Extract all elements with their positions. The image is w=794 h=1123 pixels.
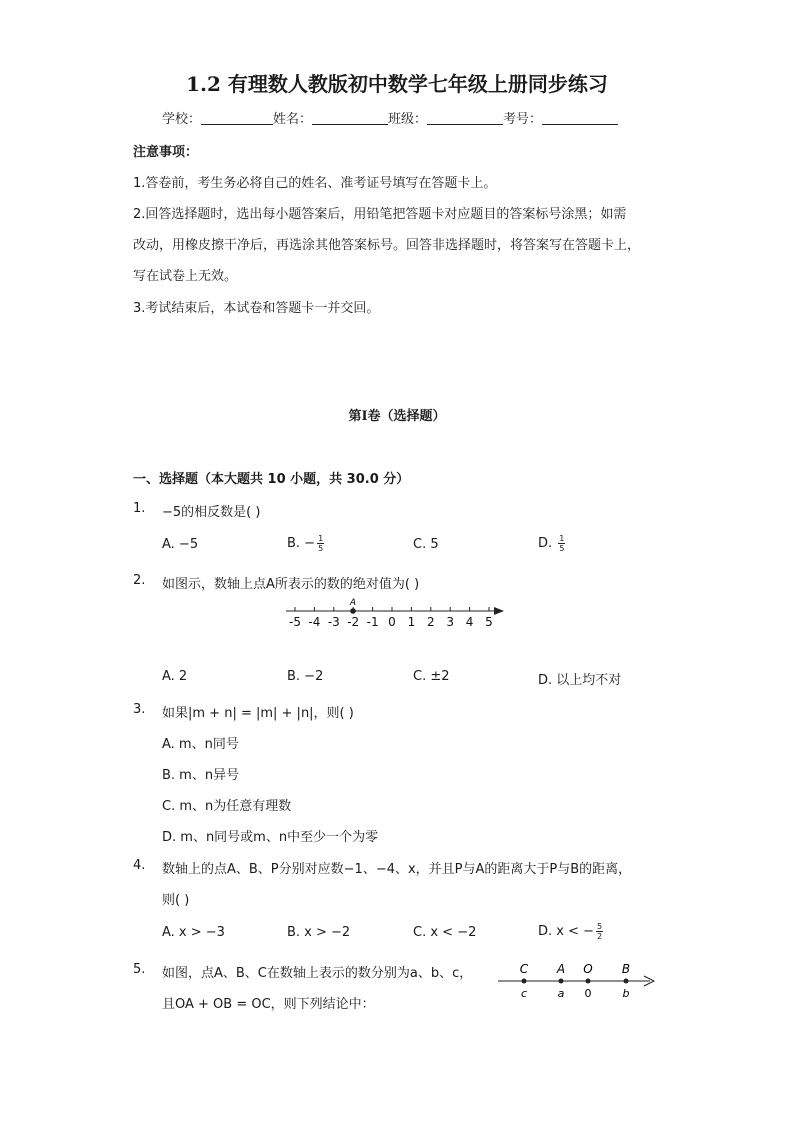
q3-option-a: A. m、n同号	[162, 737, 239, 752]
part-heading: 一、选择题（本大题共 10 小题，共 30.0 分）	[133, 472, 410, 487]
q1-option-a: A. −5	[162, 537, 199, 552]
q1-option-d: D. $\frac{1}{5}$	[538, 534, 565, 553]
q2-option-c: C. ±2	[413, 669, 450, 684]
q1-d-fraction: $\frac{1}{5}$	[559, 534, 565, 553]
page-title: 1.2 有理数人教版初中数学七年级上册同步练习	[186, 72, 608, 96]
q5-point-label: B	[621, 962, 631, 976]
blank-id	[542, 112, 618, 125]
q5-point	[586, 979, 591, 984]
q2-point-a-label: A	[349, 598, 357, 608]
q3-number: 3.	[133, 702, 146, 717]
q2-tick-label: 0	[388, 615, 396, 629]
q2-tick-label: 4	[465, 615, 474, 629]
q2-tick-label: -5	[289, 615, 301, 629]
notice-item-2-end: 写在试卷上无效。	[133, 269, 238, 284]
q5-point	[522, 979, 527, 984]
q2-tick-label: 1	[407, 615, 416, 629]
q4-option-c: C. x < −2	[413, 925, 477, 940]
info-label-school: 学校：	[162, 112, 202, 127]
notice-item-3: 3.考试结束后，本试卷和答题卡一并交回。	[133, 301, 380, 316]
blank-class	[427, 112, 503, 125]
notice-heading: 注意事项：	[133, 145, 199, 160]
section-title: 第I卷（选择题）	[348, 409, 446, 424]
q5-point-label: C	[519, 962, 529, 976]
q2-stem: 如图示，数轴上点A所表示的数的绝对值为( )	[162, 577, 420, 592]
q5-point	[559, 979, 564, 984]
q3-option-b: B. m、n异号	[162, 768, 240, 783]
q3-stem: 如果|m + n| = |m| + |n|，则( )	[162, 706, 354, 721]
q2-tick-label: -3	[327, 615, 340, 629]
info-label-class: 班级：	[388, 112, 428, 127]
q1-stem: −5的相反数是( )	[162, 505, 261, 520]
student-info-line	[162, 108, 618, 127]
q4-number: 4.	[133, 858, 146, 873]
notice-item-1: 1.答卷前，考生务必将自己的姓名、准考证号填写在答题卡上。	[133, 176, 497, 191]
q3-option-d: D. m、n同号或m、n中至少一个为零	[162, 830, 379, 845]
q2-option-a: A. 2	[162, 669, 188, 684]
q4-stem-line2: 则( )	[162, 893, 190, 908]
q5-value-label: a	[557, 987, 565, 1000]
blank-school	[201, 112, 273, 125]
q2-tick-label: -1	[366, 615, 379, 629]
q2-tick-label: 3	[446, 615, 455, 629]
notice-item-2-cont: 改动，用橡皮擦干净后，再选涂其他答案标号。回答非选择题时，将答案写在答题卡上，	[133, 238, 641, 253]
q5-number-line	[494, 958, 664, 1004]
q2-tick-label: -2	[347, 615, 360, 629]
blank-name	[312, 112, 388, 125]
q2-number-line	[280, 594, 510, 630]
q5-point	[624, 979, 629, 984]
q2-tick-label: -4	[308, 615, 321, 629]
q1-option-b: B. − $\frac{1}{5}$	[287, 534, 324, 553]
q3-option-c: C. m、n为任意有理数	[162, 799, 292, 814]
q5-point-label: A	[556, 962, 566, 976]
q5-value-label: 0	[584, 987, 592, 1000]
q5-number: 5.	[133, 962, 146, 977]
q2-point-a	[350, 608, 356, 614]
q1-option-c: C. 5	[413, 537, 439, 552]
q2-tick-label: 5	[485, 615, 493, 629]
notice-item-2: 2.回答选择题时，选出每小题答案后，用铅笔把答题卡对应题目的答案标号涂黑；如需	[133, 207, 627, 222]
info-label-id: 考号：	[503, 112, 543, 127]
q1-number: 1.	[133, 501, 146, 516]
q5-value-label: c	[520, 987, 528, 1000]
q4-d-fraction: $\frac{5}{2}$	[597, 922, 603, 941]
info-label-name: 姓名：	[273, 112, 313, 127]
q1-b-fraction: $\frac{1}{5}$	[318, 534, 324, 553]
q5-stem-line1: 如图，点A、B、C在数轴上表示的数分别为a、b、c，	[162, 966, 473, 981]
q2-number: 2.	[133, 573, 146, 588]
q4-option-a: A. x > −3	[162, 925, 225, 940]
q2-option-d: D. 以上均不对	[538, 673, 622, 688]
q5-value-label: b	[622, 987, 630, 1000]
q4-option-d: D. x < − $\frac{5}{2}$	[538, 922, 603, 941]
q5-stem-line2: 且OA + OB = OC，则下列结论中：	[162, 997, 375, 1012]
q2-option-b: B. −2	[287, 669, 324, 684]
q4-option-b: B. x > −2	[287, 925, 351, 940]
q5-point-label: O	[583, 962, 593, 976]
q2-tick-label: 2	[426, 615, 435, 629]
q4-stem-line1: 数轴上的点A、B、P分别对应数−1、−4、x，并且P与A的距离大于P与B的距离，	[162, 862, 632, 877]
